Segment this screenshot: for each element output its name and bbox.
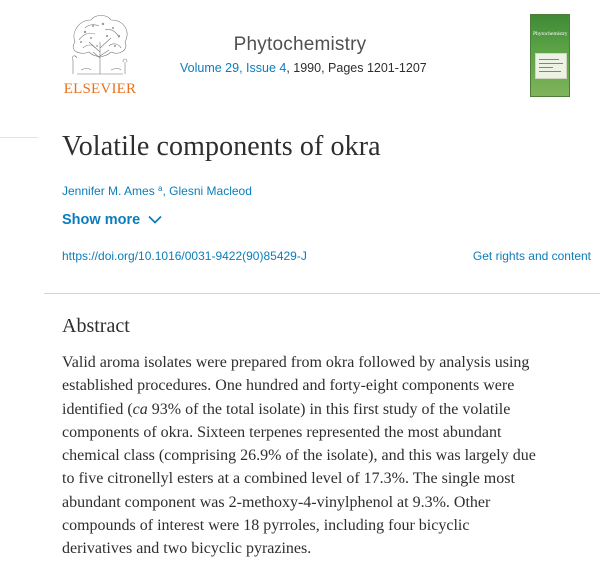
- doi-link[interactable]: https://doi.org/10.1016/0031-9422(90)85429-J: [62, 249, 307, 263]
- abstract-line: Valid aroma isolates were prepared from okra followed by analysis using: [62, 354, 530, 371]
- elsevier-wordmark: ELSEVIER: [63, 81, 137, 97]
- journal-header: [180, 34, 427, 75]
- author-link[interactable]: Jennifer M. Ames: [62, 184, 155, 198]
- abstract-line: established procedures. One hundred and forty-eight components were: [62, 377, 515, 395]
- abstract-line: identified (ca 93% of the total isolate) in this first study of the volatile: [62, 400, 511, 418]
- author-link[interactable]: Glesni Macleod: [169, 184, 252, 198]
- author-affiliation-marker[interactable]: a: [158, 184, 163, 193]
- author-list: [62, 184, 252, 198]
- abstract-line: to five citronellyl esters at a combined level of 17.3%. The single most: [62, 470, 515, 488]
- elsevier-tree-icon: [65, 12, 135, 78]
- cover-graphic: [535, 53, 567, 79]
- abstract-heading: Abstract: [62, 315, 130, 337]
- section-divider: [44, 293, 600, 294]
- article-title: Volatile components of okra: [62, 131, 381, 162]
- show-more-label: Show more: [62, 212, 141, 228]
- cover-title: Phytochemistry: [533, 31, 568, 37]
- abstract-line: components of okra. Sixteen terpenes represented the most abundant: [62, 423, 502, 441]
- chevron-down-icon: [148, 215, 162, 224]
- volume-issue-link[interactable]: Volume 29, Issue 4: [180, 61, 287, 75]
- journal-citation: [180, 61, 427, 75]
- abstract-text: [62, 351, 592, 561]
- journal-name-link[interactable]: Phytochemistry: [233, 34, 367, 55]
- journal-cover-thumbnail[interactable]: [530, 14, 570, 97]
- elsevier-logo[interactable]: [62, 12, 138, 100]
- abstract-line: abundant component was 2-methoxy-4-vinylphenol at 9.3%. Other: [62, 493, 491, 511]
- year-pages: , 1990, Pages 1201-1207: [286, 61, 427, 75]
- show-more-button[interactable]: [62, 212, 162, 228]
- abstract-line: compounds of interest were 18 pyrroles, including four bicyclic: [62, 517, 470, 535]
- author-separator: ,: [162, 184, 170, 198]
- get-rights-link[interactable]: Get rights and content: [472, 249, 591, 263]
- ca-italic: ca: [132, 400, 148, 418]
- left-edge-rule: [0, 137, 38, 138]
- abstract-line: derivatives and two bicyclic pyrazines.: [62, 540, 312, 558]
- abstract-line: chemical class (comprising 26.9% of the isolate), and this was largely due: [62, 447, 536, 465]
